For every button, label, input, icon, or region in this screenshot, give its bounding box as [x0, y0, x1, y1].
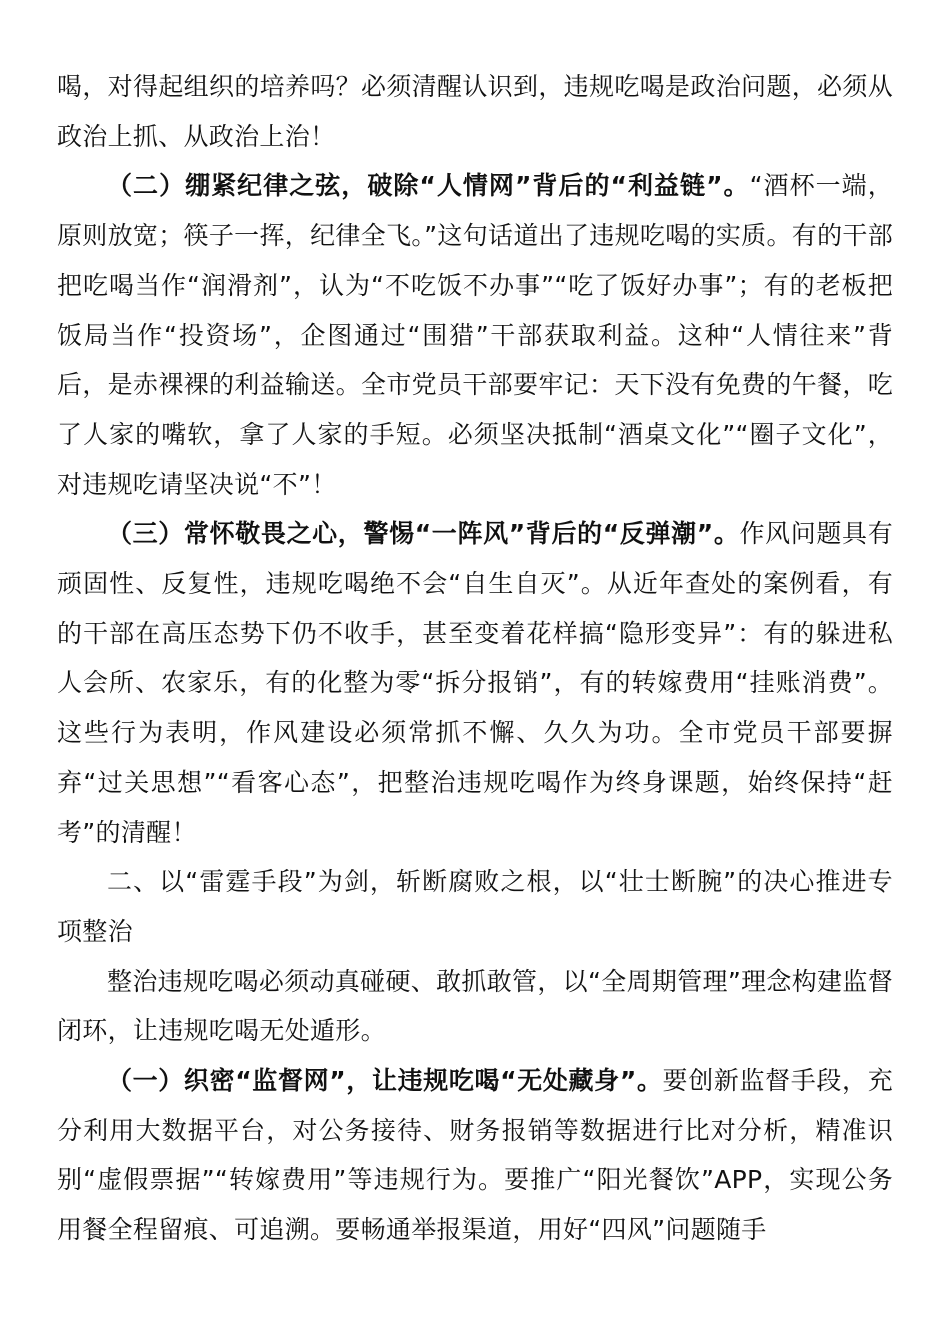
- paragraph-discipline: [57, 161, 893, 509]
- section-heading-two: [57, 857, 893, 956]
- paragraph-supervision: [57, 1056, 893, 1255]
- paragraph-section-intro: [57, 957, 893, 1056]
- paragraph-text: 喝，对得起组织的培养吗？必须清醒认识到，违规吃喝是政治问题，必须从政治上抓、从政治上治！: [57, 72, 893, 151]
- paragraph-text: 整治违规吃喝必须动真碰硬、敢抓敢管，以“全周期管理”理念构建监督闭环，让违规吃喝无处遁形。: [57, 966, 893, 1046]
- section-heading-text: 二、以“雷霆手段”为剑，斩断腐败之根，以“壮士断腕”的决心推进专项整治: [57, 867, 893, 946]
- paragraph-text: “酒杯一端，原则放宽；筷子一挥，纪律全飞。”这句话道出了违规吃喝的实质。有的干部把吃喝当作“润滑剂”，认为“不吃饭不办事”“吃了饭好办事”；有的老板把饭局当作“投资场”，企图通过“围猎”干部获取利益。这种“人情往来”背后，是赤裸裸的利益输送。全市党员干部要牢记：天下没有免费的午餐，吃了人家的嘴软，拿了人家的手短。必须坚决抵制“酒桌文化”“圈子文化”，对违规吃请坚决说“不”！: [57, 171, 893, 499]
- paragraph-heading: （一）织密“监督网”，让违规吃喝“无处藏身”。: [107, 1066, 663, 1096]
- paragraph-awe: [57, 509, 893, 857]
- document-page: [57, 62, 893, 1255]
- paragraph-heading: （二）绷紧纪律之弦，破除“人情网”背后的“利益链”。: [107, 171, 750, 201]
- paragraph-continuation: [57, 62, 893, 161]
- paragraph-text: 要创新监督手段，充分利用大数据平台，对公务接待、财务报销等数据进行比对分析，精准识别“虚假票据”“转嫁费用”等违规行为。要推广“阳光餐饮”APP，实现公务用餐全程留痕、可追溯。要畅通举报渠道，用好“四风”问题随手: [57, 1066, 894, 1245]
- paragraph-text: 作风问题具有顽固性、反复性，违规吃喝绝不会“自生自灭”。从近年查处的案例看，有的干部在高压态势下仍不收手，甚至变着花样搞“隐形变异”：有的躲进私人会所、农家乐，有的化整为零“拆分报销”，有的转嫁费用“挂账消费”。这些行为表明，作风建设必须常抓不懈、久久为功。全市党员干部要摒弃“过关思想”“看客心态”，把整治违规吃喝作为终身课题，始终保持“赶考”的清醒！: [57, 519, 893, 847]
- paragraph-heading: （三）常怀敬畏之心，警惕“一阵风”背后的“反弹潮”。: [107, 519, 740, 549]
